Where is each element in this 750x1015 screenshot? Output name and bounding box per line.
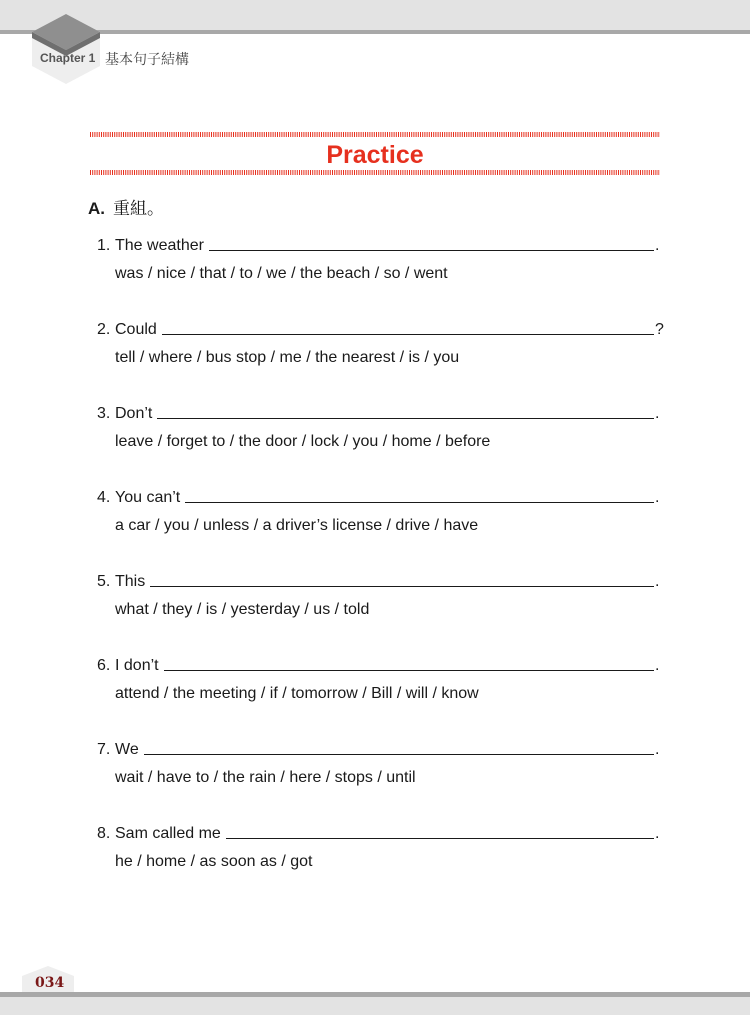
answer-blank[interactable]	[226, 823, 654, 839]
item-stem: We	[115, 741, 139, 758]
item-end-mark: .	[655, 405, 660, 422]
chapter-title: 基本句子結構	[105, 51, 189, 67]
answer-blank[interactable]	[162, 319, 654, 335]
answer-blank[interactable]	[185, 487, 654, 503]
item-end-mark: .	[655, 573, 660, 590]
scrambled-words: he / home / as soon as / got	[115, 853, 313, 870]
answer-blank[interactable]	[144, 739, 654, 755]
title-rule-top	[90, 132, 660, 137]
chapter-hexagon-icon	[32, 14, 100, 84]
item-number: 4.	[97, 489, 111, 506]
answer-blank[interactable]	[150, 571, 654, 587]
item-stem: Sam called me	[115, 825, 221, 842]
scrambled-words: what / they / is / yesterday / us / told	[115, 601, 370, 618]
exercise-item	[97, 319, 663, 369]
section-instruction: 重組。	[113, 199, 164, 218]
item-stem: Don’t	[115, 405, 153, 422]
item-end-mark: .	[655, 237, 660, 254]
item-stem: Could	[115, 321, 157, 338]
item-end-mark: .	[655, 657, 660, 674]
item-number: 7.	[97, 741, 111, 758]
scrambled-words: leave / forget to / the door / lock / you / home / before	[115, 433, 491, 450]
item-stem: You can’t	[115, 489, 181, 506]
item-end-mark: .	[655, 741, 660, 758]
page-title: Practice	[326, 141, 424, 169]
item-number: 3.	[97, 405, 111, 422]
exercise-item	[97, 655, 663, 705]
footer-rule	[0, 992, 750, 997]
scrambled-words: a car / you / unless / a driver’s license / drive / have	[115, 517, 479, 534]
scrambled-words: attend / the meeting / if / tomorrow / Bill / will / know	[115, 685, 479, 702]
section-letter: A.	[88, 199, 105, 218]
chapter-label: Chapter 1	[40, 51, 96, 65]
item-number: 6.	[97, 657, 111, 674]
item-end-mark: ?	[655, 321, 664, 338]
exercise-item	[97, 403, 663, 453]
answer-blank[interactable]	[157, 403, 654, 419]
item-number: 1.	[97, 237, 111, 254]
exercise-item	[97, 235, 663, 285]
item-number: 8.	[97, 825, 111, 842]
header-rule	[0, 30, 750, 34]
header-band	[0, 0, 750, 30]
item-stem: This	[115, 573, 146, 590]
answer-blank[interactable]	[164, 655, 654, 671]
exercise-item	[97, 487, 663, 537]
page-number: 034	[35, 975, 65, 991]
exercise-item	[97, 571, 663, 621]
answer-blank[interactable]	[209, 235, 654, 251]
item-stem: I don’t	[115, 657, 159, 674]
item-number: 5.	[97, 573, 111, 590]
scrambled-words: tell / where / bus stop / me / the nearest / is / you	[115, 349, 460, 366]
scrambled-words: was / nice / that / to / we / the beach / so / went	[115, 265, 448, 282]
title-rule-bottom	[90, 170, 660, 175]
exercise-item	[97, 823, 663, 873]
scrambled-words: wait / have to / the rain / here / stops / until	[115, 769, 416, 786]
exercise-item	[97, 739, 663, 789]
item-stem: The weather	[115, 237, 204, 254]
item-end-mark: .	[655, 489, 660, 506]
section-heading	[88, 194, 164, 219]
item-number: 2.	[97, 321, 111, 338]
item-end-mark: .	[655, 825, 660, 842]
